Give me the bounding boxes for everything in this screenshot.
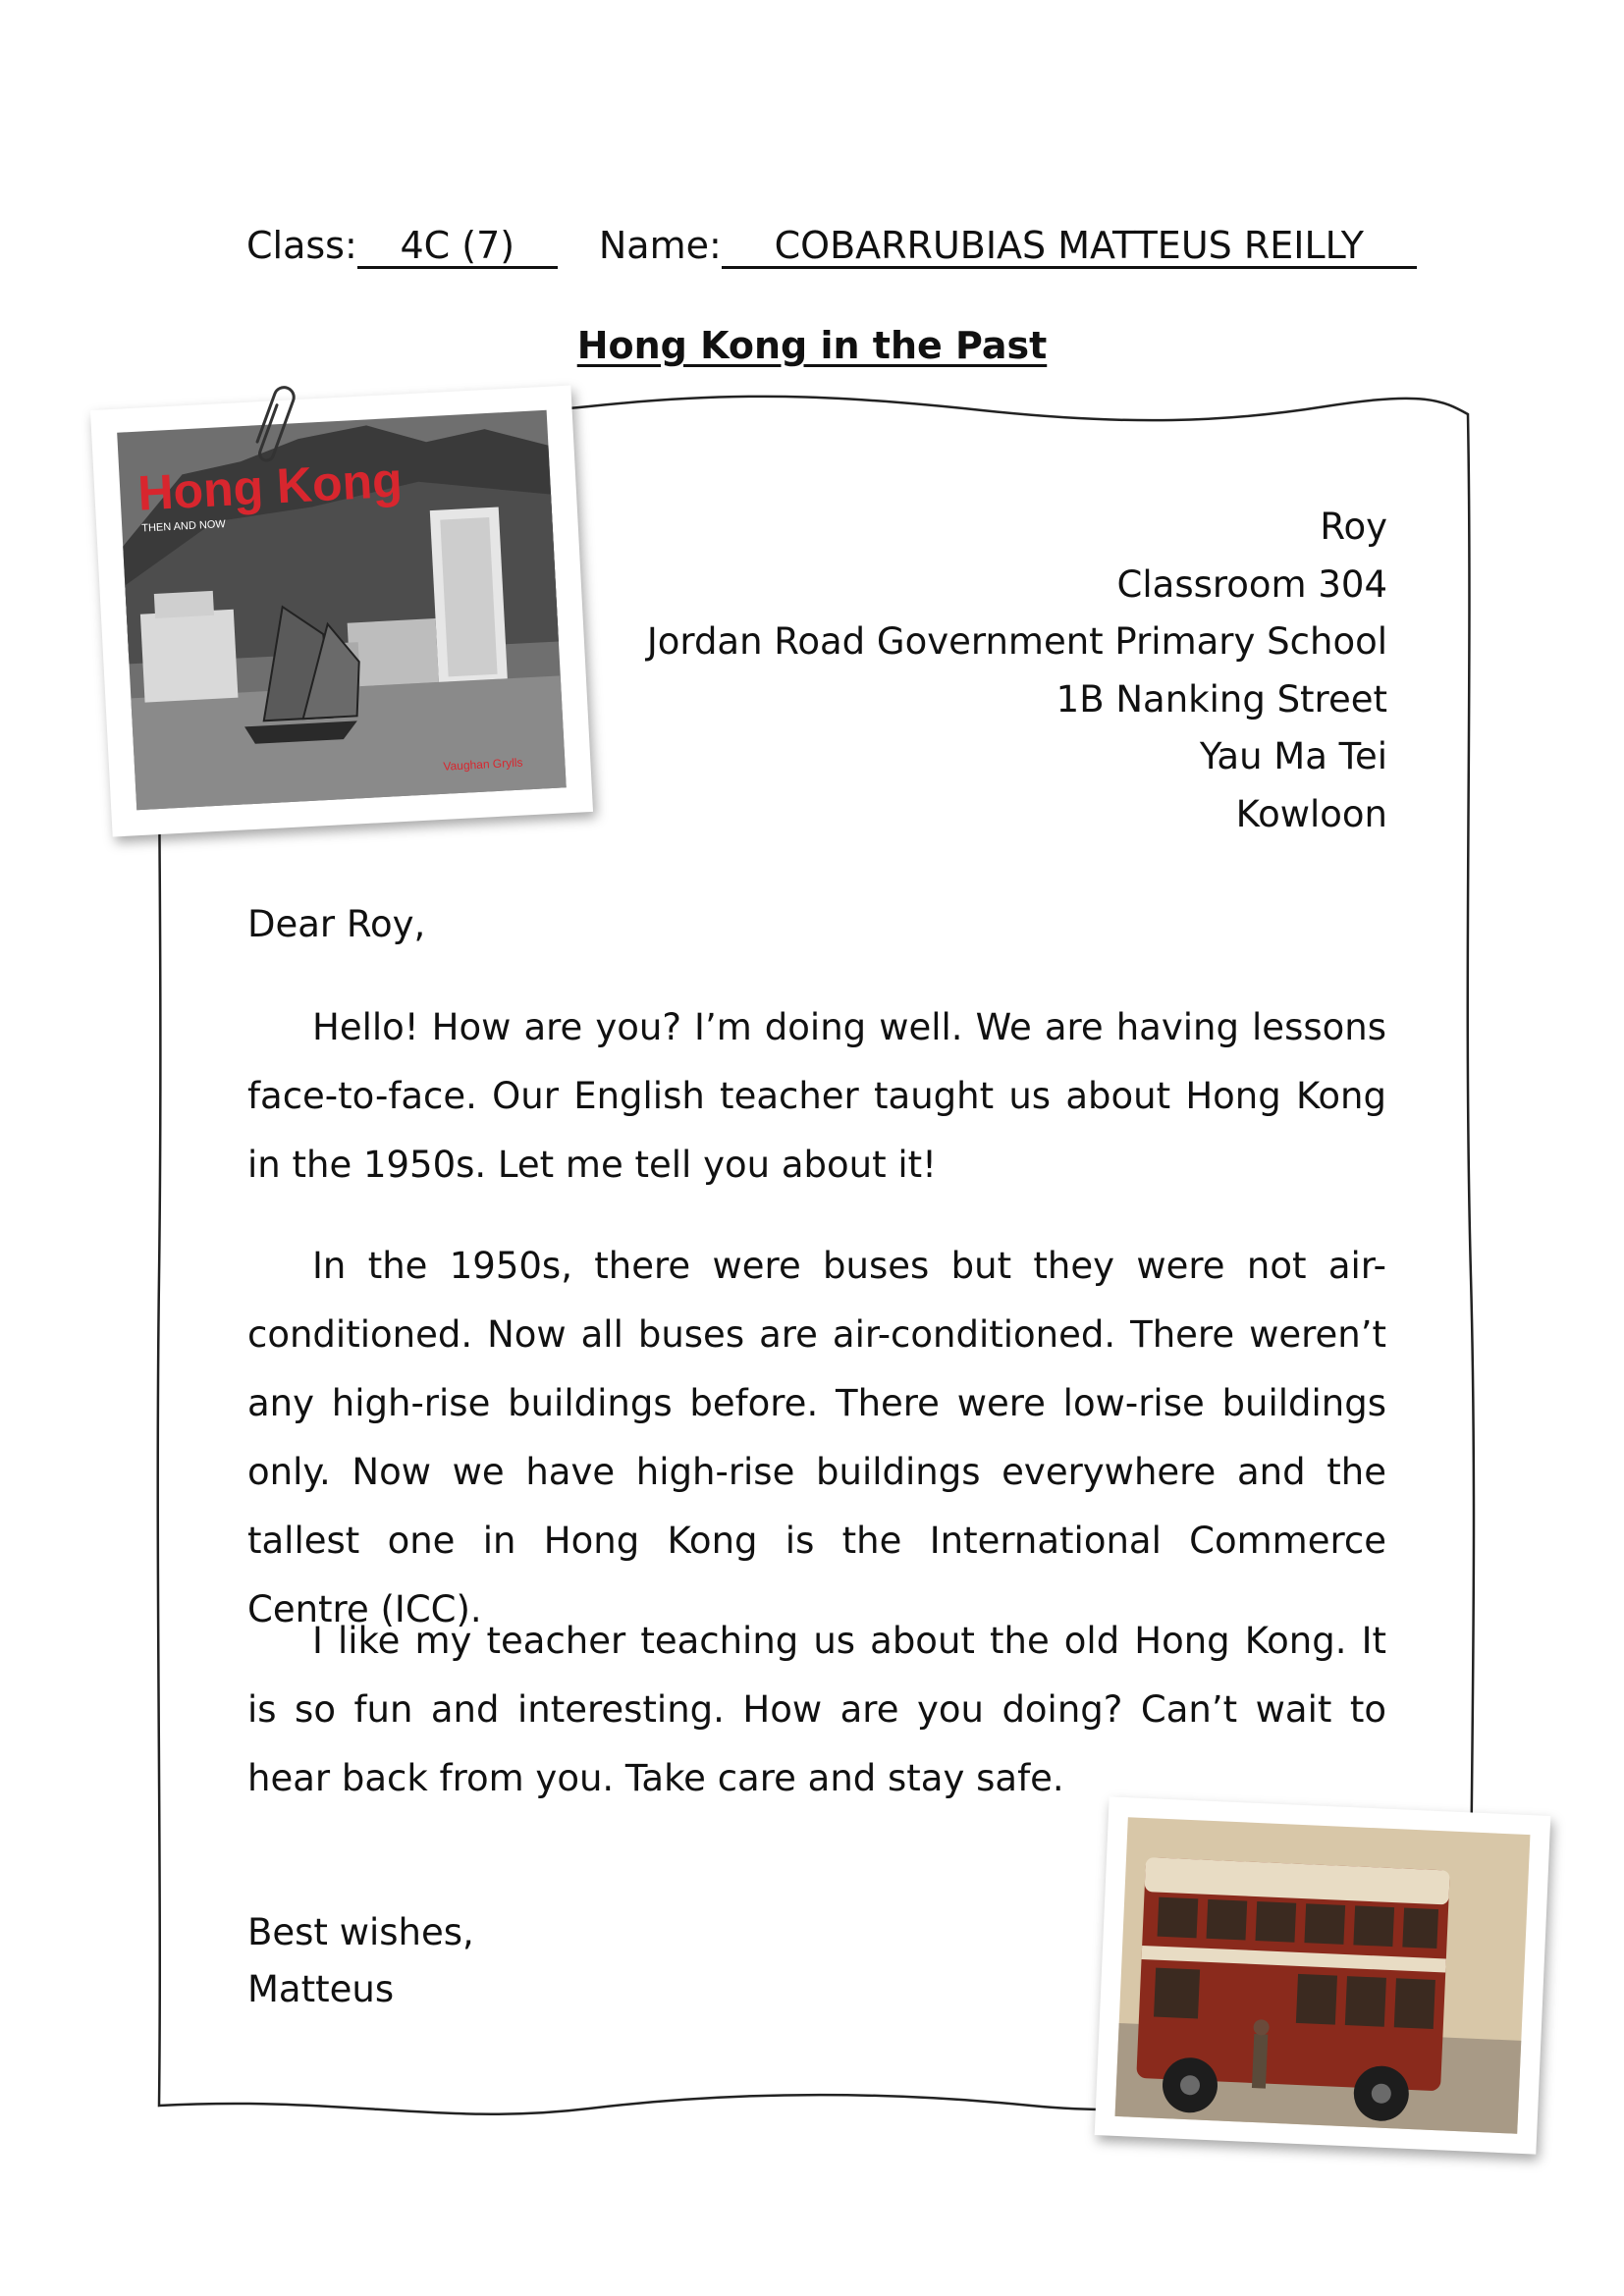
closing-phrase: Best wishes, (247, 1911, 474, 1953)
letter-paragraph: In the 1950s, there were buses but they were not air-conditioned. Now all buses are air-conditioned. There weren’t any high-rise buildings before. There were low-rise buildings only. Now we have high-rise buildings everywhere and the tallest one in Hong Kong is the International Commerce Centre (ICC). (247, 1245, 1386, 1630)
address-line: Classroom 304 (1116, 562, 1387, 606)
letter-paragraph: I like my teacher teaching us about the old Hong Kong. It is so fun and interesting. How are you doing? Can’t wait to hear back from you. Take care and stay safe. (247, 1620, 1386, 1799)
page-title: Hong Kong in the Past (576, 324, 1048, 367)
book-cover-image (90, 385, 593, 836)
name-value: COBARRUBIAS MATTEUS REILLY (722, 227, 1417, 269)
address-line: Roy (1320, 506, 1387, 548)
signature: Matteus (247, 1968, 395, 2010)
book-subtitle: THEN AND NOW (141, 518, 227, 535)
student-info-line (246, 224, 1417, 269)
address-line: Kowloon (1235, 792, 1387, 835)
address-line: Jordan Road Government Primary School (646, 620, 1387, 663)
book-cover-photo (90, 385, 593, 836)
address-line: 1B Nanking Street (1056, 677, 1387, 721)
old-bus-photo (1095, 1796, 1551, 2154)
recipient-address (647, 499, 1387, 843)
book-title: Hong Kong (135, 452, 404, 521)
letter-paragraph: Hello! How are you? I’m doing well. We are having lessons face-to-face. Our English teacher taught us about Hong Kong in the 1950s. Let me tell you about it! (247, 1006, 1386, 1186)
class-value: 4C (7) (357, 227, 558, 269)
book-author: Vaughan Grylls (443, 755, 523, 774)
class-label: Class: (246, 224, 357, 267)
address-line: Yau Ma Tei (1199, 735, 1387, 777)
salutation: Dear Roy, (247, 903, 426, 945)
name-label: Name: (598, 224, 722, 267)
letter-closing (247, 1904, 474, 2018)
bus-image (1095, 1796, 1551, 2154)
